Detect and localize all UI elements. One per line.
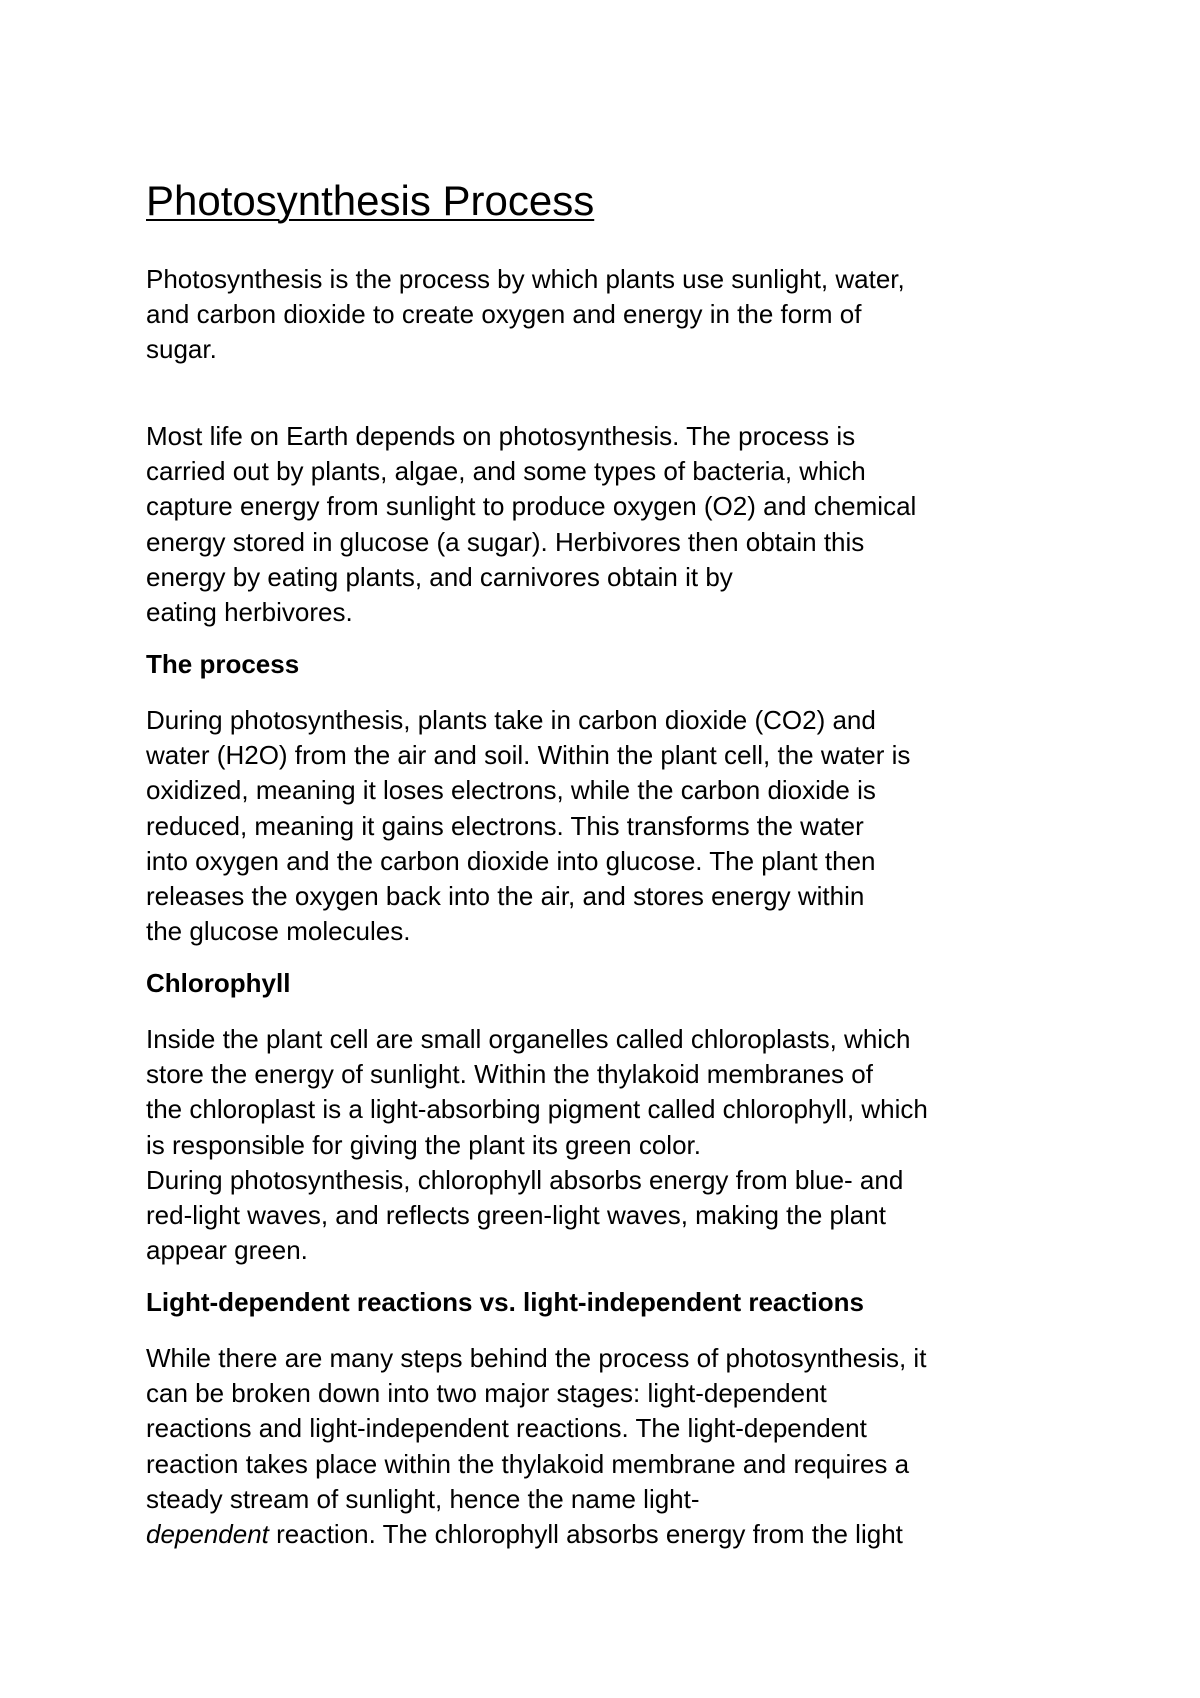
- text-line: the chloroplast is a light-absorbing pigment called chlorophyll, which: [146, 1094, 928, 1125]
- section-heading-process: The process: [146, 649, 300, 679]
- reactions-paragraph: [146, 1341, 926, 1552]
- text-line: energy stored in glucose (a sugar). Herbivores then obtain this: [146, 526, 865, 557]
- text-line: While there are many steps behind the process of photosynthesis, it: [146, 1343, 927, 1373]
- document-title: Photosynthesis Process: [146, 177, 595, 224]
- life-paragraph: [146, 419, 916, 630]
- text-line: is responsible for giving the plant its green color.: [146, 1129, 701, 1160]
- text-line: water (H2O) from the air and soil. Within the plant cell, the water is: [146, 740, 911, 771]
- text-line: capture energy from sunlight to produce oxygen (O2) and chemical: [146, 491, 917, 522]
- text-line-rest: reaction. The chlorophyll absorbs energy from the light: [268, 1519, 903, 1550]
- text-line: into oxygen and the carbon dioxide into glucose. The plant then: [146, 845, 876, 876]
- text-line: carried out by plants, algae, and some types of bacteria, which: [146, 456, 866, 487]
- text-line: sugar.: [146, 334, 217, 365]
- section-heading-reactions: Light-dependent reactions vs. light-independent reactions: [146, 1287, 864, 1317]
- process-paragraph: [146, 703, 910, 949]
- text-line: Inside the plant cell are small organelles called chloroplasts, which: [146, 1024, 911, 1054]
- text-line: releases the oxygen back into the air, and stores energy within: [146, 881, 865, 912]
- text-line: Photosynthesis is the process by which plants use sunlight, water,: [146, 264, 905, 294]
- text-line: eating herbivores.: [146, 597, 353, 628]
- text-line: the glucose molecules.: [146, 916, 411, 947]
- text-line: red-light waves, and reflects green-light waves, making the plant: [146, 1200, 886, 1231]
- text-line: During photosynthesis, chlorophyll absorbs energy from blue- and: [146, 1164, 904, 1195]
- intro-paragraph: [146, 262, 905, 368]
- text-line: reactions and light-independent reactions. The light-dependent: [146, 1413, 867, 1444]
- text-line: Most life on Earth depends on photosynthesis. The process is: [146, 421, 856, 451]
- text-line: and carbon dioxide to create oxygen and energy in the form of: [146, 299, 862, 330]
- text-line: steady stream of sunlight, hence the name light-: [146, 1483, 700, 1514]
- text-line: appear green.: [146, 1235, 308, 1266]
- emphasized-word: dependent: [146, 1519, 269, 1550]
- text-line: reaction takes place within the thylakoid membrane and requires a: [146, 1448, 910, 1479]
- section-heading-chlorophyll: Chlorophyll: [146, 968, 291, 998]
- text-line: store the energy of sunlight. Within the thylakoid membranes of: [146, 1059, 873, 1090]
- text-line: reduced, meaning it gains electrons. This transforms the water: [146, 810, 864, 841]
- text-line: During photosynthesis, plants take in carbon dioxide (CO2) and: [146, 705, 876, 735]
- text-line: energy by eating plants, and carnivores obtain it by: [146, 561, 733, 592]
- chlorophyll-paragraph: [146, 1022, 928, 1268]
- text-line-with-emphasis: [146, 1517, 926, 1552]
- text-line: can be broken down into two major stages: light-dependent: [146, 1378, 827, 1409]
- text-line: oxidized, meaning it loses electrons, while the carbon dioxide is: [146, 775, 876, 806]
